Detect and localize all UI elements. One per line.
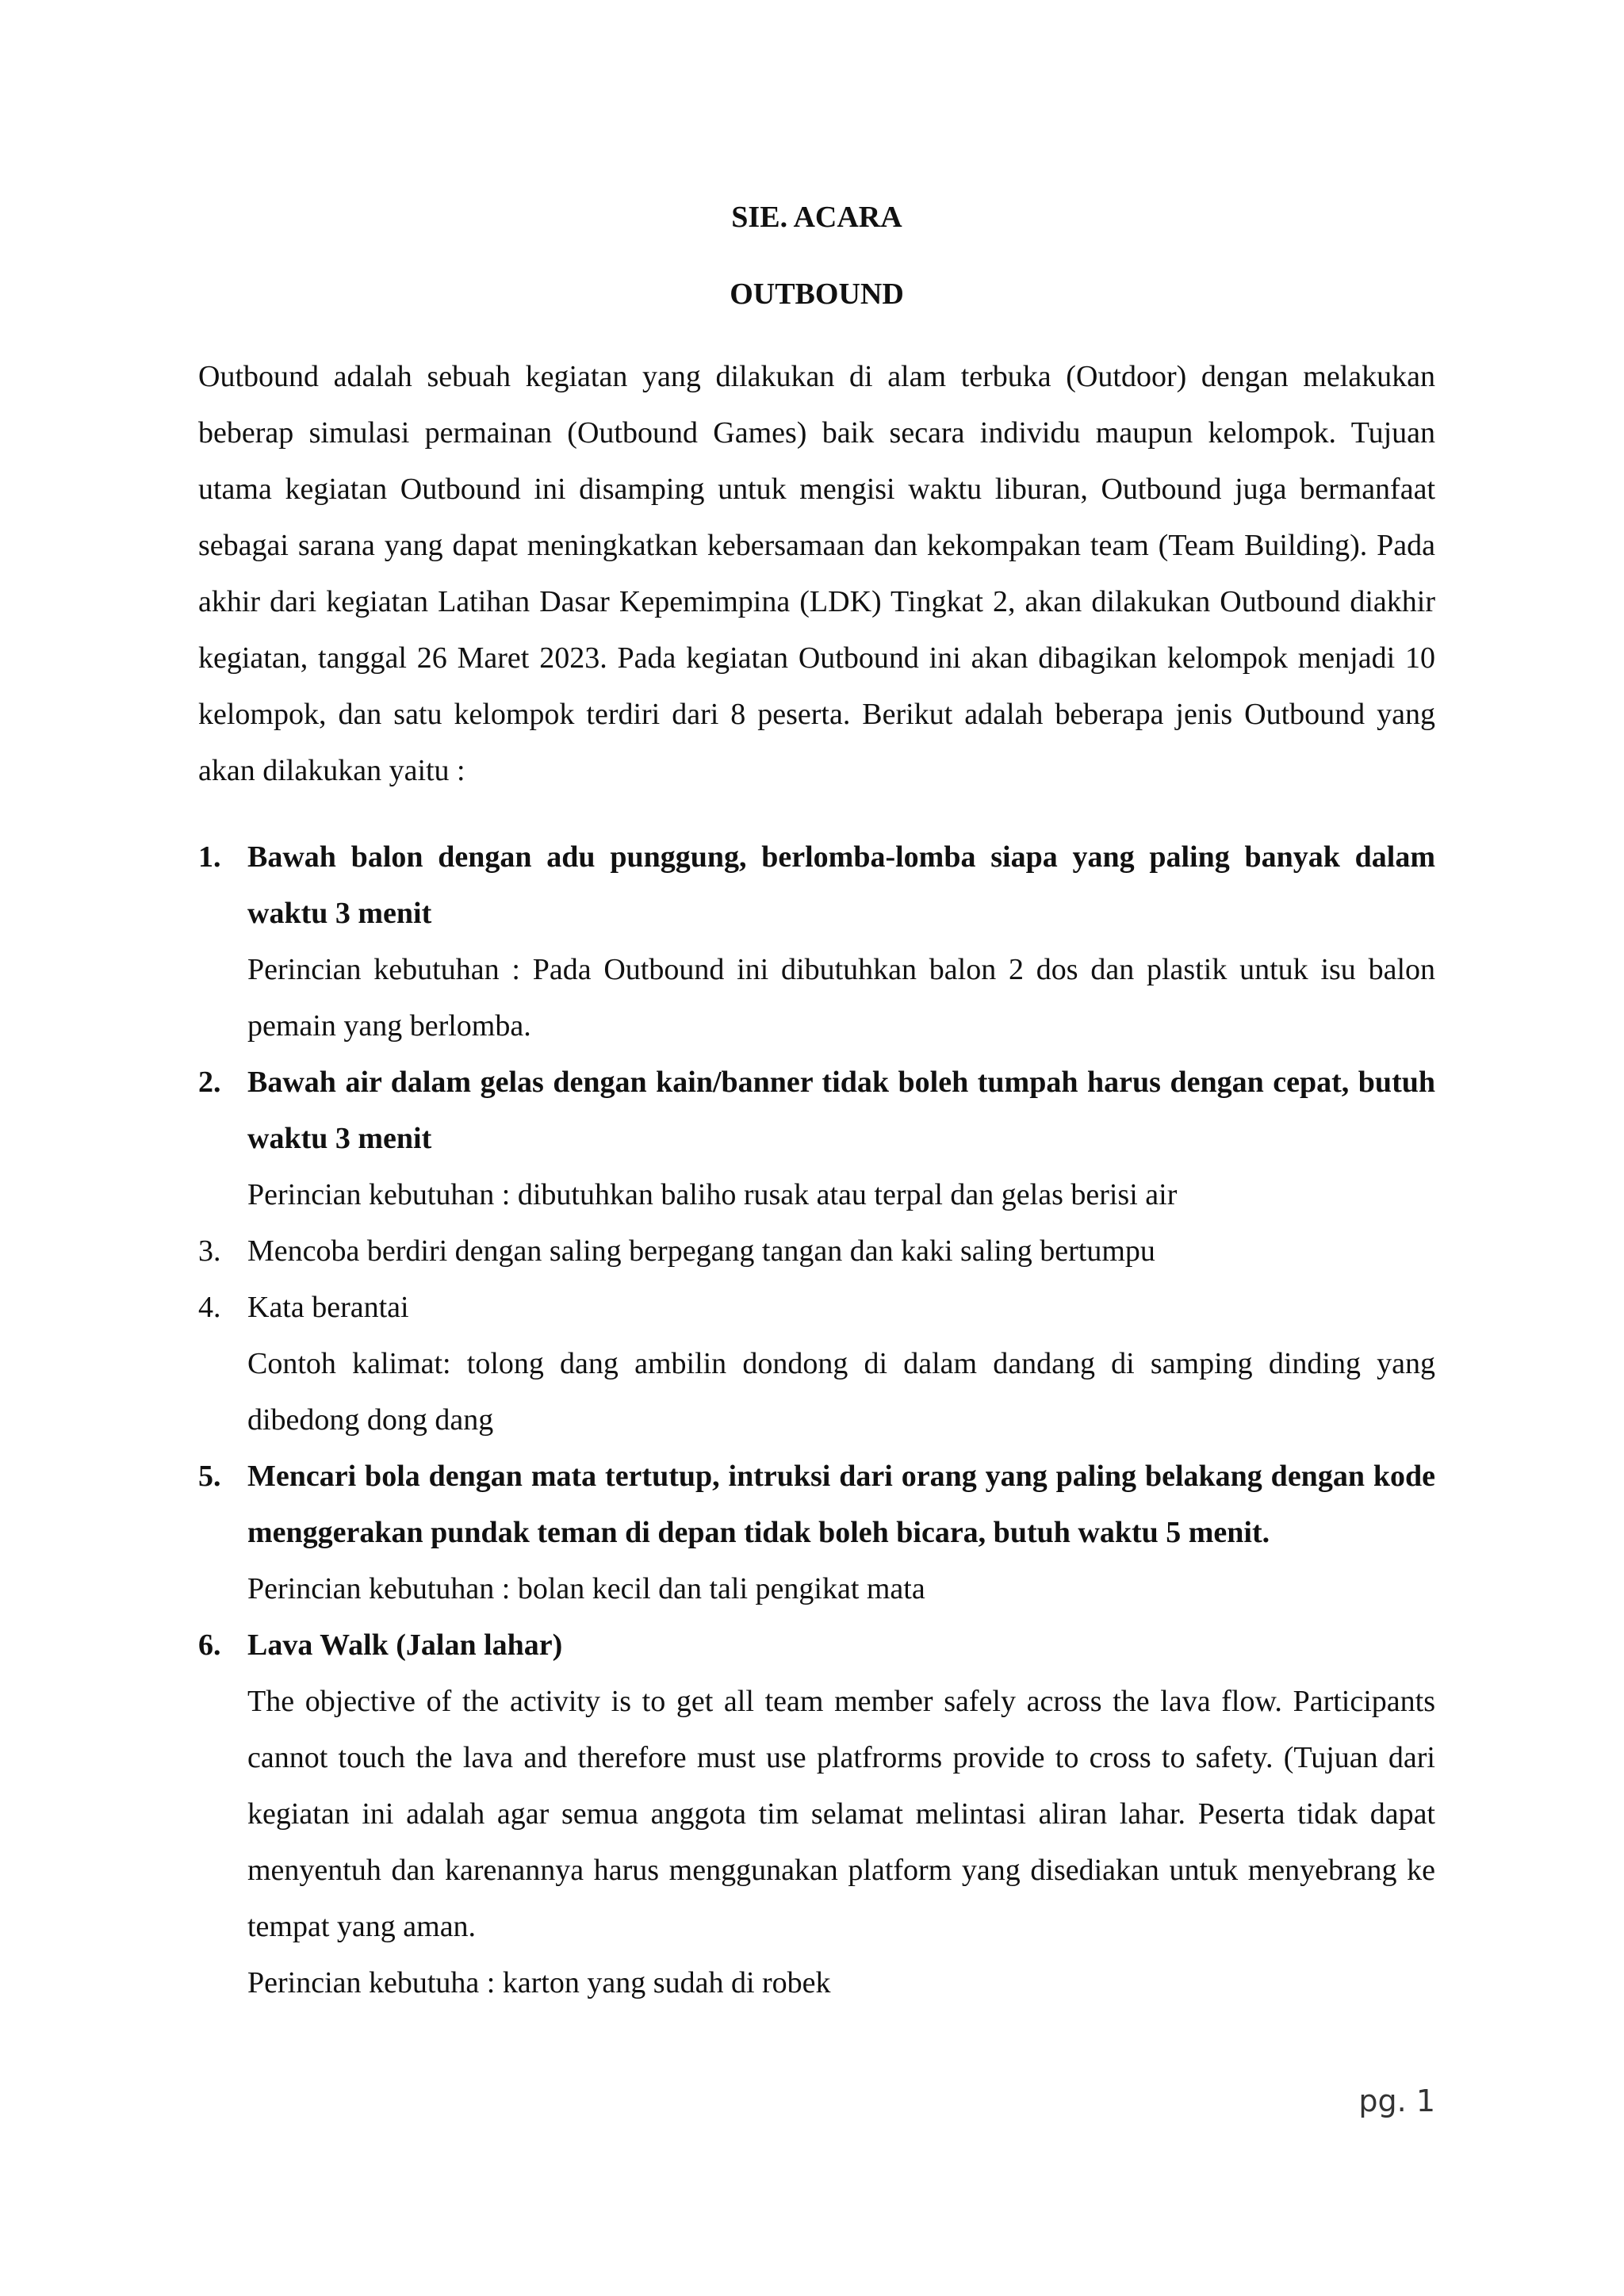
list-item-requirements: Perincian kebutuha : karton yang sudah di robek (247, 1966, 831, 1999)
list-item-4 (198, 1280, 1435, 1448)
list-item-detail: Contoh kalimat: tolong dang ambilin dondong di dalam dandang di samping dinding yang dibedong dong dang (247, 1347, 1435, 1437)
list-item-number: 4. (198, 1291, 221, 1324)
list-item-heading: Lava Walk (Jalan lahar) (247, 1628, 563, 1662)
list-item-5 (198, 1448, 1435, 1617)
section-title: SIE. ACARA (731, 201, 902, 234)
list-item-3 (198, 1223, 1435, 1280)
list-item-number: 3. (198, 1234, 221, 1268)
list-item-detail: Perincian kebutuhan : dibutuhkan baliho rusak atau terpal dan gelas berisi air (247, 1178, 1178, 1211)
list-item-heading: Bawah balon dengan adu punggung, berlomba-lomba siapa yang paling banyak dalam waktu 3 menit (247, 840, 1435, 930)
list-item-heading: Mencoba berdiri dengan saling berpegang tangan dan kaki saling bertumpu (247, 1234, 1155, 1268)
page-title: OUTBOUND (730, 277, 904, 311)
list-item-detail: The objective of the activity is to get all team member safely across the lava flow. Participants cannot touch the lava and therefore must use platfrorms provide to cross to safety. (Tujuan dari kegiatan ini adalah agar semua anggota tim selamat melintasi aliran lahar. Peserta tidak dapat menyentuh dan karenannya harus menggunakan platform yang disediakan untuk menyebrang ke tempat yang aman. (247, 1685, 1435, 1943)
list-item-number: 5. (198, 1460, 221, 1493)
list-item-number: 2. (198, 1066, 221, 1099)
list-item-6 (198, 1617, 1435, 2011)
list-item-detail: Perincian kebutuhan : bolan kecil dan tali pengikat mata (247, 1572, 925, 1605)
list-item-heading: Kata berantai (247, 1291, 409, 1324)
list-item-number: 1. (198, 840, 221, 874)
intro-paragraph: Outbound adalah sebuah kegiatan yang dilakukan di alam terbuka (Outdoor) dengan melakukan beberap simulasi permainan (Outbound Games) baik secara individu maupun kelompok. Tujuan utama kegiatan Outbound ini disamping untuk mengisi waktu liburan, Outbound juga bermanfaat sebagai sarana yang dapat meningkatkan kebersamaan dan kekompakan team (Team Building). Pada akhir dari kegiatan Latihan Dasar Kepemimpina (LDK) Tingkat 2, akan dilakukan Outbound diakhir kegiatan, tanggal 26 Maret 2023. Pada kegiatan Outbound ini akan dibagikan kelompok menjadi 10 kelompok, dan satu kelompok terdiri dari 8 peserta. Berikut adalah beberapa jenis Outbound yang akan dilakukan yaitu : (198, 360, 1435, 787)
list-item-number: 6. (198, 1628, 221, 1662)
activity-list (198, 829, 1435, 2011)
page-number: pg. 1 (1358, 2084, 1435, 2118)
list-item-1 (198, 829, 1435, 1054)
list-item-detail: Perincian kebutuhan : Pada Outbound ini dibutuhkan balon 2 dos dan plastik untuk isu balon pemain yang berlomba. (247, 953, 1435, 1043)
document-page (198, 190, 1435, 2011)
list-item-2 (198, 1054, 1435, 1223)
list-item-heading: Mencari bola dengan mata tertutup, intruksi dari orang yang paling belakang dengan kode menggerakan pundak teman di depan tidak boleh bicara, butuh waktu 5 menit. (247, 1460, 1435, 1549)
list-item-heading: Bawah air dalam gelas dengan kain/banner tidak boleh tumpah harus dengan cepat, butuh waktu 3 menit (247, 1066, 1435, 1155)
